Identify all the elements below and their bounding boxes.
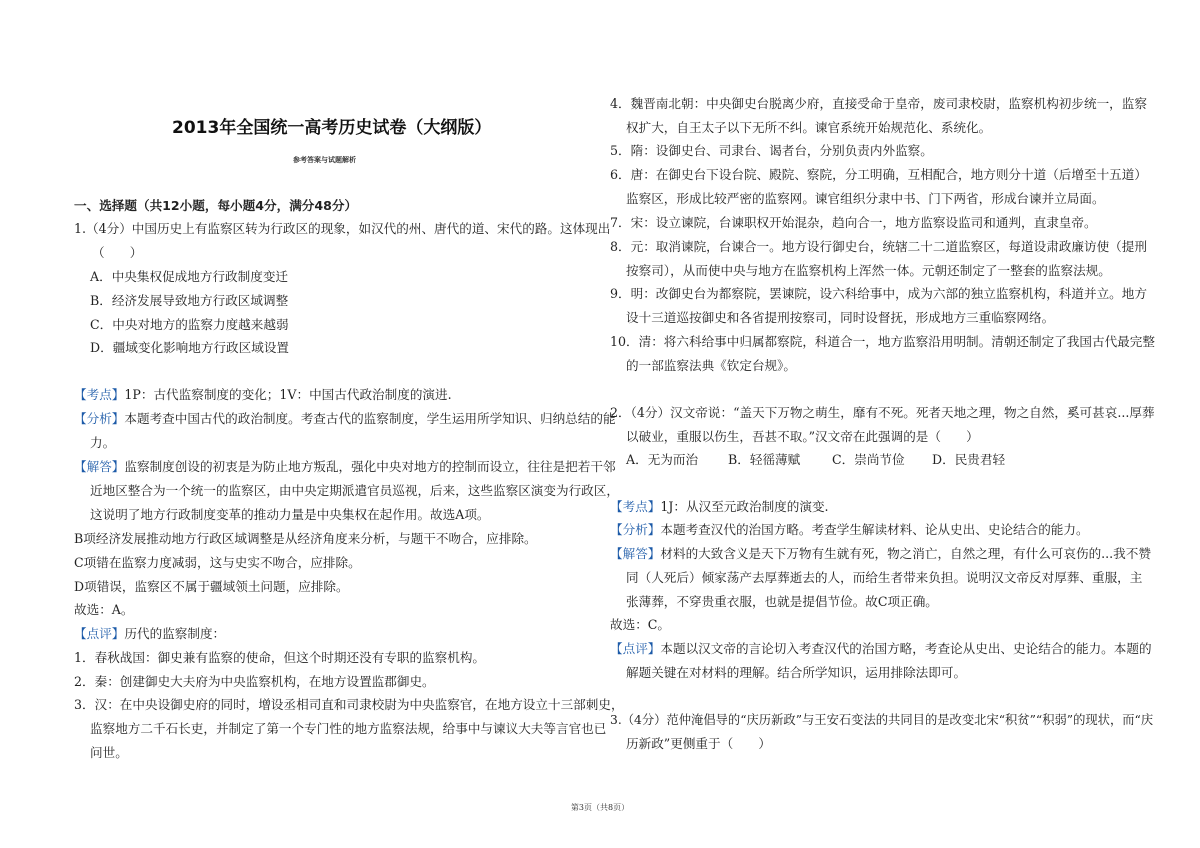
q2-kaodian [610,499,829,515]
q2-option-c: C．崇尚节俭 [832,452,905,467]
history-item-7: 7．宋：设立谏院，台谏职权开始混杂，趋向合一，地方监察设监司和通判，直隶皇帝。 [610,215,1097,230]
history-item-10-cont: 的一部监察法典《钦定台规》。 [626,358,797,373]
history-item-10: 10．清：将六科给事中归属都察院，科道合一，地方监察沿用明制。清朝还制定了我国古代最完整 [610,334,1155,349]
kaodian-tag: 【考点】 [610,499,661,514]
kaodian-tag: 【考点】 [74,387,125,402]
q1-c-analysis: C项错在监察力度减弱，这与史实不吻合，应排除。 [74,555,361,570]
fenxi-tag: 【分析】 [610,522,661,537]
q1-dianping [74,626,225,642]
q1-jieda [74,459,616,475]
history-item-3-cont-1: 监察地方二千石长吏，并制定了第一个专门性的地方监察法规，给事中与谏议大夫等言官也已 [90,721,607,736]
q2-fenxi [610,522,1089,538]
q2-jieda-cont-2: 张薄葬，不穿贵重衣服，也就是提倡节俭。故C项正确。 [626,594,938,609]
q1-fenxi [74,411,616,427]
q1-kaodian [74,387,452,403]
q1-option-d: D．疆域变化影响地方行政区域设置 [90,340,290,355]
fenxi-text: 本题考查中国古代的政治制度。考查古代的监察制度，学生运用所学知识、归纳总结的能 [124,411,616,426]
jieda-tag: 【解答】 [610,546,661,561]
q2-option-b: B．轻徭薄赋 [728,452,801,467]
history-item-6: 6．唐：在御史台下设台院、殿院、察院，分工明确，互相配合，地方则分十道（后增至十五道） [610,167,1147,182]
history-item-9-cont: 设十三道巡按御史和各省提刑按察司，同时设督抚，形成地方三重临察网络。 [626,310,1055,325]
q1-option-c: C．中央对地方的监察力度越来越弱 [90,317,289,332]
q1-jieda-cont-2: 这说明了地方行政制度变革的推动力量是中央集权在起作用。故选A项。 [90,507,490,522]
q1-jieda-cont-1: 近地区整合为一个统一的监察区，由中央定期派遣官员巡视，后来，这些监察区演变为行政区， [90,483,619,498]
q1-fenxi-cont: 力。 [90,435,116,450]
jieda-text: 材料的大致含义是天下万物有生就有死，物之消亡，自然之理，有什么可哀伤的...我不赞 [660,546,1151,561]
q2-option-d: D．民贵君轻 [932,452,1006,467]
history-item-3: 3．汉：在中央设御史府的同时，增设丞相司直和司隶校尉为中央监察官，在地方设立十三部刺史， [74,697,624,712]
fenxi-tag: 【分析】 [74,411,125,426]
history-item-4-cont: 权扩大，自王太子以下无所不纠。谏官系统开始规范化、系统化。 [626,120,992,135]
q2-options [626,452,1005,468]
jieda-text: 监察制度创设的初衷是为防止地方叛乱，强化中央对地方的控制而设立，往往是把若干邻 [124,459,616,474]
q2-jieda-cont-1: 同（人死后）倾家荡产去厚葬逝去的人，而给生者带来负担。说明汉文帝反对厚葬、重服，主 [626,570,1143,585]
q2-stem-cont: 以破业，重服以伤生，吾甚不取。”汉文帝在此强调的是（ ） [626,429,979,444]
q2-dianping-cont: 解题关键在对材料的理解。结合所学知识，运用排除法即可。 [626,665,967,680]
q2-answer: 故选：C。 [610,617,671,632]
q1-stem: 1.（4分）中国历史上有监察区转为行政区的现象，如汉代的州、唐代的道、宋代的路。这体现出 [74,221,611,236]
dianping-text: 历代的监察制度： [124,626,226,641]
section-heading: 一、选择题（共12小题，每小题4分，满分48分） [74,198,358,213]
fenxi-text: 本题考查汉代的治国方略。考查学生解读材料、论从史出、史论结合的能力。 [660,522,1089,537]
q2-dianping [610,641,1152,657]
q1-option-b: B．经济发展导致地方行政区域调整 [90,293,289,308]
q1-b-analysis: B项经济发展推动地方行政区域调整是从经济角度来分析，与题干不吻合，应排除。 [74,531,537,546]
q1-d-analysis: D项错误，监察区不属于疆域领土问题，应排除。 [74,579,349,594]
jieda-tag: 【解答】 [74,459,125,474]
history-item-9: 9．明：改御史台为都察院，罢谏院，设六科给事中，成为六部的独立监察机构，科道并立。地方 [610,286,1147,301]
page-title: 2013年全国统一高考历史试卷（大纲版） [172,118,492,138]
dianping-text: 本题以汉文帝的言论切入考查汉代的治国方略，考查论从史出、史论结合的能力。本题的 [660,641,1152,656]
history-item-2: 2．秦：创建御史大夫府为中央监察机构，在地方设置监郡御史。 [74,674,435,689]
history-item-4: 4．魏晋南北朝：中央御史台脱离少府，直接受命于皇帝，废司隶校尉，监察机构初步统一，监察 [610,96,1147,111]
history-item-3-cont-2: 问世。 [90,745,128,760]
history-item-6-cont: 监察区，形成比较严密的监察网。谏官组织分隶中书、门下两省，形成台谏并立局面。 [626,191,1105,206]
page-footer: 第3页（共8页） [570,803,630,812]
q1-stem-blank: （ ） [92,245,143,260]
q2-jieda [610,546,1151,562]
history-item-5: 5．隋：设御史台、司隶台、谒者台，分别负责内外监察。 [610,143,933,158]
dianping-tag: 【点评】 [74,626,125,641]
page-subtitle: 参考答案与试题解析 [293,156,356,164]
kaodian-text: 1P：古代监察制度的变化；1V：中国古代政治制度的演进. [124,387,452,402]
history-item-8-cont: 按察司），从而使中央与地方在监察机构上浑然一体。元朝还制定了一整套的监察法规。 [626,263,1111,278]
history-item-1: 1．春秋战国：御史兼有监察的使命，但这个时期还没有专职的监察机构。 [74,650,486,665]
q1-answer: 故选：A。 [74,602,134,617]
q3-stem: 3.（4分）范仲淹倡导的“庆历新政”与王安石变法的共同目的是改变北宋“积贫”“积弱”的现状，而“庆 [610,713,1154,727]
kaodian-text: 1J：从汉至元政治制度的演变. [660,499,829,514]
history-item-8: 8．元：取消谏院，台谏合一。地方设行御史台，统辖二十二道监察区，每道设肃政廉访使（提刑 [610,239,1147,254]
q2-stem: 2．（4分）汉文帝说：“盖天下万物之萌生，靡有不死。死者天地之理，物之自然，奚可甚哀...厚葬 [610,405,1155,420]
dianping-tag: 【点评】 [610,641,661,656]
q3-stem-cont: 历新政”更侧重于（ ） [626,736,771,751]
q1-option-a: A．中央集权促成地方行政制度变迁 [90,269,289,284]
q2-option-a: A．无为而治 [626,452,699,467]
